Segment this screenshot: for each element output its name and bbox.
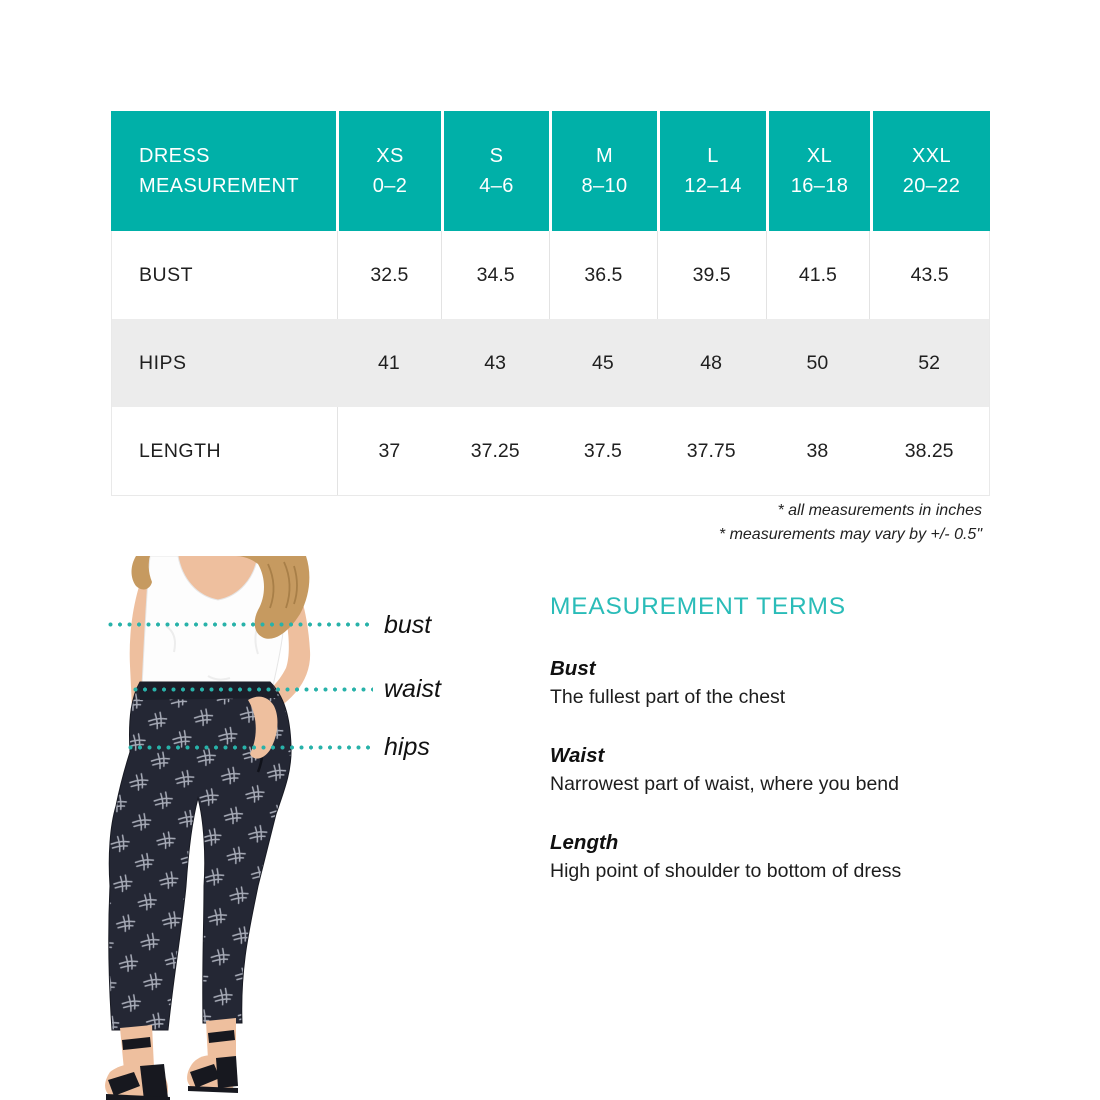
term-bust	[550, 655, 1030, 712]
bust-xxl: 43.5	[869, 231, 989, 319]
size-range: 0–2	[372, 175, 408, 197]
hips-xs: 41	[378, 351, 400, 374]
column-header-l	[657, 111, 766, 231]
measurement-terms-section	[550, 592, 1030, 886]
table-header-row	[111, 111, 990, 231]
length-m: 37.5	[583, 439, 622, 462]
term-definition: Narrowest part of waist, where you bend	[550, 773, 900, 795]
waist-measure-line	[133, 687, 373, 692]
size-range: 16–18	[790, 175, 849, 197]
row-label: BUST	[139, 263, 194, 286]
size-range: 12–14	[684, 175, 742, 197]
size-name: M	[595, 145, 614, 167]
column-header-m	[549, 111, 657, 231]
length-xl: 38	[806, 439, 829, 462]
column-header-xs	[336, 111, 441, 231]
hips-label: hips	[384, 733, 430, 761]
table-row-bust	[112, 231, 989, 319]
length-l: 37.75	[686, 439, 736, 462]
size-name: S	[489, 145, 504, 167]
terms-heading: MEASUREMENT TERMS	[550, 593, 846, 620]
size-range: 8–10	[581, 175, 628, 197]
model-photo	[88, 556, 338, 1100]
term-length	[550, 829, 1030, 886]
waist-label: waist	[384, 675, 441, 703]
hips-xl: 50	[806, 351, 829, 374]
footnotes	[719, 499, 982, 547]
size-chart-table	[111, 111, 990, 496]
hips-s: 43	[484, 351, 506, 374]
term-name: Length	[550, 831, 619, 854]
bust-label: bust	[384, 611, 432, 639]
hips-m: 45	[592, 351, 614, 374]
term-name: Bust	[550, 657, 596, 680]
bust-xl: 41.5	[766, 231, 870, 319]
size-range: 20–22	[902, 175, 961, 197]
bust-measure-line	[108, 622, 373, 627]
footnote-units: * all measurements in inches	[777, 502, 982, 519]
table-row-length	[112, 407, 989, 495]
bust-s: 34.5	[441, 231, 549, 319]
column-header-xxl	[870, 111, 990, 231]
size-range: 4–6	[479, 175, 514, 197]
hips-xxl: 52	[918, 351, 940, 374]
size-name: XXL	[911, 145, 951, 167]
row-label: LENGTH	[139, 439, 222, 462]
table-row-hips	[112, 319, 989, 407]
footnote-tolerance: * measurements may vary by +/- 0.5"	[718, 526, 982, 543]
table-title-line2: MEASUREMENT	[139, 175, 299, 197]
column-header-xl	[766, 111, 870, 231]
bust-xs: 32.5	[337, 231, 442, 319]
length-s: 37.25	[470, 439, 520, 462]
size-name: XS	[376, 145, 404, 167]
term-definition: High point of shoulder to bottom of dress	[550, 860, 902, 882]
hips-measure-line	[128, 745, 373, 750]
column-header-s	[441, 111, 549, 231]
bust-m: 36.5	[549, 231, 657, 319]
row-label: HIPS	[139, 351, 187, 374]
term-name: Waist	[550, 744, 605, 767]
table-title-line1: DRESS	[139, 145, 210, 167]
length-xxl: 38.25	[904, 439, 954, 462]
table-title-cell	[111, 111, 336, 231]
hips-l: 48	[700, 351, 722, 374]
term-waist	[550, 742, 1030, 799]
size-name: L	[707, 145, 719, 167]
bust-l: 39.5	[657, 231, 766, 319]
size-name: XL	[806, 145, 833, 167]
term-definition: The fullest part of the chest	[550, 686, 786, 708]
length-xs: 37	[337, 407, 442, 495]
model-illustration	[88, 556, 338, 1100]
table-body	[111, 231, 990, 496]
